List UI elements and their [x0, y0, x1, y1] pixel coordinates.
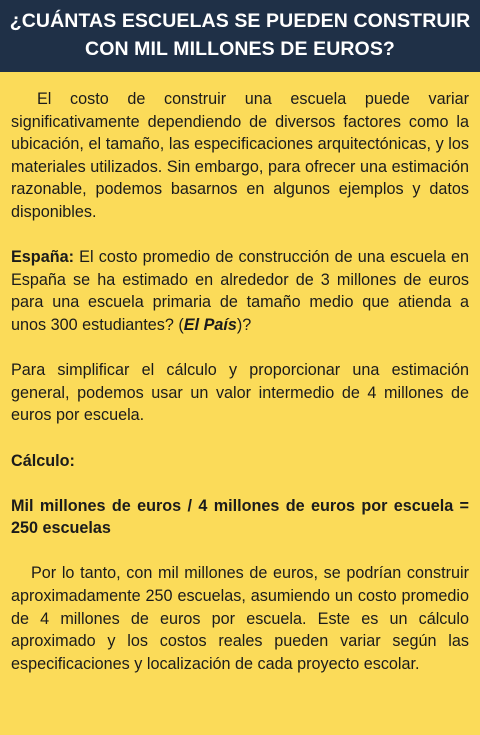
calculation-heading: Cálculo: — [11, 451, 75, 470]
article-body — [0, 72, 480, 675]
spain-text: El costo promedio de construcción de una escuela en España se ha estimado en alrededor de 3 millones de euros para una escuela primaria de tamaño medio que atienda a unos 300 estudiantes? ( — [11, 248, 469, 334]
intro-paragraph: El costo de construir una escuela puede variar significativamente dependiendo de diversos factores como la ubicación, el tamaño, las especificaciones arquitectónicas, y los materiales utilizados. Sin embargo, para ofrecer una estimación razonable, podemos basarnos en algunos ejemplos y datos disponibles. — [11, 90, 469, 221]
conclusion-paragraph: Por lo tanto, con mil millones de euros, se podrían construir aproximadamente 250 escuelas, asumiendo un costo promedio de 4 millones de euros por escuela. Este es un cálculo aproximado y los costos reales pueden variar según las especificaciones y localización de cada proyecto escolar. — [11, 564, 469, 673]
page-title: ¿CUÁNTAS ESCUELAS SE PUEDEN CONSTRUIR CON MIL MILLONES DE EUROS? — [9, 10, 471, 60]
spain-paragraph — [11, 246, 469, 336]
spain-label: España: — [11, 248, 74, 267]
spain-close: )? — [236, 315, 252, 334]
calculation-formula: Mil millones de euros / 4 millones de euros por escuela = 250 escuelas — [11, 496, 469, 538]
title-banner — [0, 0, 480, 72]
source-citation: El País — [183, 315, 237, 334]
simplify-paragraph: Para simplificar el cálculo y proporcionar una estimación general, podemos usar un valor intermedio de 4 millones de euros por escuela. — [11, 361, 469, 425]
